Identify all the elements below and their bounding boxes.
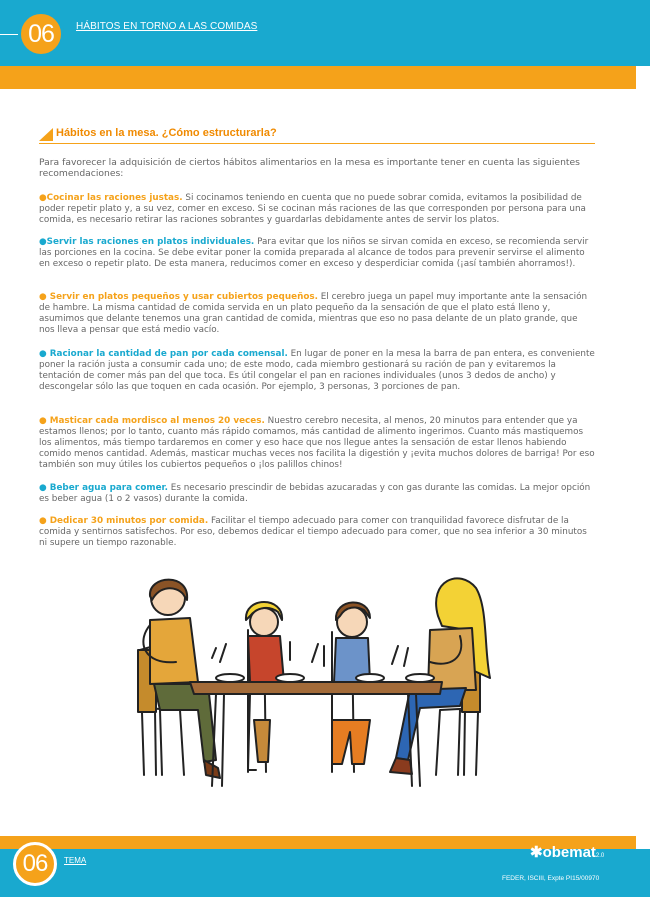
recommendation-title: ● Beber agua para comer. xyxy=(39,483,168,493)
recommendation-title: ● Servir en platos pequeños y usar cubiertos pequeños. xyxy=(39,292,318,302)
recommendation-text: Para evitar que los niños se sirvan comida en exceso, se recomienda servir las porciones en la cocina. Se debe evitar poner la comida preparada al alcance de todos para prevenir servirse el alimento en exceso o repetir plato. De esta manera, reducimos comer en exceso y desperdiciar comida (¡así también ahorramos!). xyxy=(39,237,589,269)
triangle-icon xyxy=(39,128,53,141)
obemat-logo xyxy=(530,843,604,861)
recommendation-item xyxy=(39,193,595,226)
intro-paragraph: Para favorecer la adquisición de ciertos hábitos alimentarios en la mesa es importante tener en cuenta las siguientes recomendaciones: xyxy=(39,157,580,180)
recommendation-item xyxy=(39,237,595,270)
recommendation-item xyxy=(39,416,595,471)
family-table-illustration xyxy=(120,570,500,802)
chapter-title[interactable]: HÁBITOS EN TORNO A LAS COMIDAS xyxy=(76,21,258,32)
recommendation-title: ●Cocinar las raciones justas. xyxy=(39,193,183,203)
header-accent-bar xyxy=(0,66,636,89)
logo-star-icon: ✱ xyxy=(530,844,543,861)
recommendation-text: El cerebro juega un papel muy importante ante la sensación de hambre. La misma cantidad de comida servida en un plato pequeño da la sensación de que el plato está lleno y, asumimos que delante tenemos una gran cantidad de comida, mientras que eso no pasa delante de un plato grande, que nos lleva a pensar que está medio vacío. xyxy=(39,292,588,335)
recommendation-item xyxy=(39,349,595,393)
footer-chapter-badge: 06 xyxy=(13,842,57,886)
logo-text: obemat xyxy=(542,844,596,861)
recommendation-item xyxy=(39,292,595,336)
logo-version: 2.0 xyxy=(595,853,605,859)
recommendation-text: En lugar de poner en la mesa la barra de pan entera, es conveniente poner la ración justa a consumir cada uno; de este modo, cada miembro gestionará su ración de pan y evitaremos la tentación de comer más pan del que toca. Es útil congelar el pan en raciones individuales (unos 3 dedos de ancho) y descongelar sólo las que toquen en cada ocasión. Por ejemplo, 3 personas, 3 porciones de pan. xyxy=(39,349,595,392)
recommendation-text: Si cocinamos teniendo en cuenta que no puede sobrar comida, evitamos la posibilidad de poder repetir plato y, a su vez, comer en exceso. Si se cocinan más raciones de las que corresponden por persona para una comida, es necesario retirar las raciones sobrantes y guardarlas debidamente antes de servir los platos. xyxy=(39,193,586,225)
section-heading xyxy=(39,126,595,144)
recommendation-item xyxy=(39,516,595,549)
tema-link[interactable]: TEMA xyxy=(64,856,87,865)
funding-credit: FEDER, ISCIII, Expte PI15/00970 xyxy=(502,875,600,882)
section-title: Hábitos en la mesa. ¿Cómo estructurarla? xyxy=(56,127,277,139)
header-divider xyxy=(0,34,20,35)
recommendation-title: ● Racionar la cantidad de pan por cada comensal. xyxy=(39,349,288,359)
recommendation-text: Es necesario prescindir de bebidas azucaradas y con gas durante las comidas. La mejor opción es beber agua (1 o 2 vasos) durante la comida. xyxy=(39,483,591,504)
recommendation-item xyxy=(39,483,595,505)
recommendation-title: ● Dedicar 30 minutos por comida. xyxy=(39,516,209,526)
recommendation-text: Facilitar el tiempo adecuado para comer con tranquilidad favorece disfrutar de la comida y sentirnos satisfechos. Por eso, debemos dedicar el tiempo adecuado para comer, que no sea inferior a 30 minutos ni supere un tiempo razonable. xyxy=(39,516,587,548)
header-bar xyxy=(0,0,650,66)
recommendation-title: ● Masticar cada mordisco al menos 20 veces. xyxy=(39,416,265,426)
chapter-number-badge: 06 xyxy=(18,11,64,57)
recommendation-text: Nuestro cerebro necesita, al menos, 20 minutos para entender que ya estamos llenos; por lo tanto, cuanto más rápido comamos, más cantidad de alimento ingerimos. Cuanto más mastiquemos los alimentos, más tiempo tardaremos en comer y eso hace que nos llegue antes la sensación de estar llenos habiendo comido menos cantidad. Además, masticar muchas veces nos facilita la digestión y ¡evita muchos dolores de barriga! Por eso también son muy útiles los cubiertos pequeños o ¡los palillos chinos! xyxy=(39,416,595,470)
recommendation-title: ●Servir las raciones en platos individuales. xyxy=(39,237,255,247)
